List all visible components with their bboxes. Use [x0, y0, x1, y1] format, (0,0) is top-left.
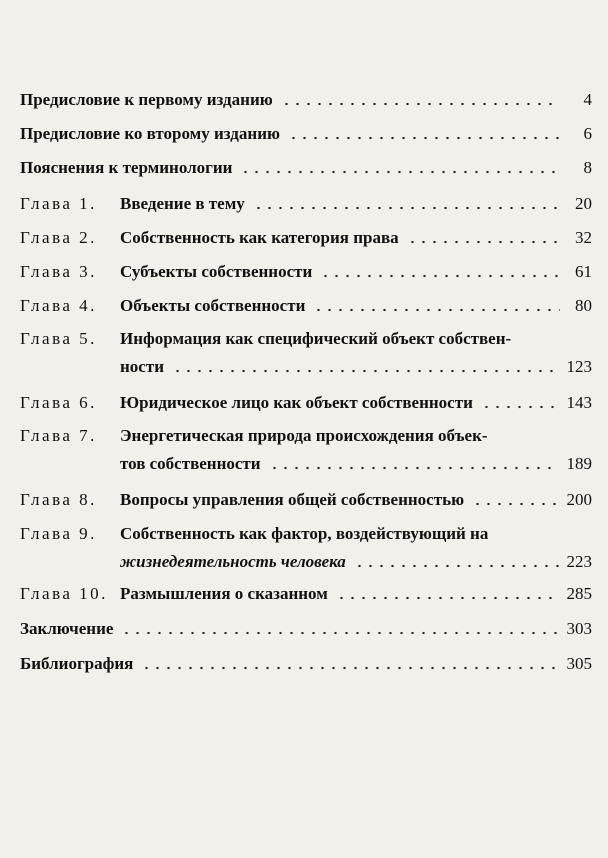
page-number: 123 — [566, 357, 592, 376]
page-number: 305 — [566, 654, 592, 673]
toc-entry-chapter-4 — [20, 294, 592, 318]
dot-leader — [269, 466, 559, 470]
toc-entry-chapter-5 — [20, 327, 592, 379]
toc-entry-chapter-9 — [20, 522, 592, 574]
chapter-label: Глава 1. — [20, 194, 97, 213]
dot-leader — [288, 136, 560, 140]
entry-title: Собственность как категория права — [120, 228, 399, 247]
dot-leader — [240, 170, 560, 174]
dot-leader — [472, 502, 558, 506]
entry-title-line-1: Собственность как фактор, воздействующий на — [120, 524, 489, 543]
toc-entry-1 — [20, 88, 592, 112]
page-number: 80 — [575, 296, 592, 315]
entry-title-line-2: жизнедеятельность человека — [120, 552, 346, 571]
page-number: 32 — [575, 228, 592, 247]
chapter-label: Глава 4. — [20, 296, 97, 315]
dot-leader — [407, 240, 560, 244]
page-number: 285 — [566, 584, 592, 603]
dot-leader — [281, 102, 560, 106]
page-number: 6 — [583, 124, 592, 143]
toc-entry-chapter-8 — [20, 488, 592, 512]
entry-title: Предисловие ко второму изданию — [20, 124, 280, 143]
chapter-label: Глава 9. — [20, 524, 97, 543]
chapter-label: Глава 8. — [20, 490, 97, 509]
toc-entry-chapter-7 — [20, 424, 592, 476]
dot-leader — [313, 308, 560, 312]
entry-title: Юридическое лицо как объект собственности — [120, 393, 473, 412]
page-number: 61 — [575, 262, 592, 281]
entry-title-line-2: ности — [120, 357, 164, 376]
toc-entry-bibliography — [20, 652, 592, 676]
dot-leader — [320, 274, 560, 278]
entry-title-line-1: Энергетическая природа происхождения объек- — [120, 426, 488, 445]
toc-entry-3 — [20, 156, 592, 180]
page-number: 223 — [566, 552, 592, 571]
toc-entry-chapter-10 — [20, 582, 592, 606]
chapter-label: Глава 3. — [20, 262, 97, 281]
toc-entry-conclusion — [20, 617, 592, 641]
toc-entry-2 — [20, 122, 592, 146]
chapter-label: Глава 2. — [20, 228, 97, 247]
toc-entry-chapter-1 — [20, 192, 592, 216]
toc-entry-chapter-3 — [20, 260, 592, 284]
dot-leader — [172, 369, 559, 373]
page-number: 8 — [583, 158, 592, 177]
dot-leader — [481, 405, 559, 409]
entry-title: Пояснения к терминологии — [20, 158, 233, 177]
dot-leader — [354, 564, 559, 568]
entry-title: Предисловие к первому изданию — [20, 90, 273, 109]
page-number: 143 — [566, 393, 592, 412]
entry-title: Введение в тему — [120, 194, 245, 213]
page-number: 4 — [583, 90, 592, 109]
page-number: 189 — [566, 454, 592, 473]
entry-title: Субъекты собственности — [120, 262, 313, 281]
entry-title: Заключение — [20, 619, 114, 638]
toc-entry-chapter-6 — [20, 391, 592, 415]
entry-title-line-1: Информация как специфический объект собствен- — [120, 329, 512, 348]
toc-entry-chapter-2 — [20, 226, 592, 250]
page-number: 200 — [566, 490, 592, 509]
page-number: 303 — [566, 619, 592, 638]
entry-title: Размышления о сказанном — [120, 584, 328, 603]
chapter-label: Глава 7. — [20, 426, 97, 445]
chapter-label: Глава 5. — [20, 329, 97, 348]
entry-title: Библиография — [20, 654, 134, 673]
dot-leader — [141, 666, 558, 670]
chapter-label: Глава 6. — [20, 393, 97, 412]
dot-leader — [253, 206, 560, 210]
page-number: 20 — [575, 194, 592, 213]
chapter-label: Глава 10. — [20, 584, 108, 603]
entry-title: Вопросы управления общей собственностью — [120, 490, 465, 509]
dot-leader — [121, 631, 558, 635]
entry-title-line-2: тов собственности — [120, 454, 261, 473]
entry-title: Объекты собственности — [120, 296, 306, 315]
dot-leader — [336, 596, 559, 600]
